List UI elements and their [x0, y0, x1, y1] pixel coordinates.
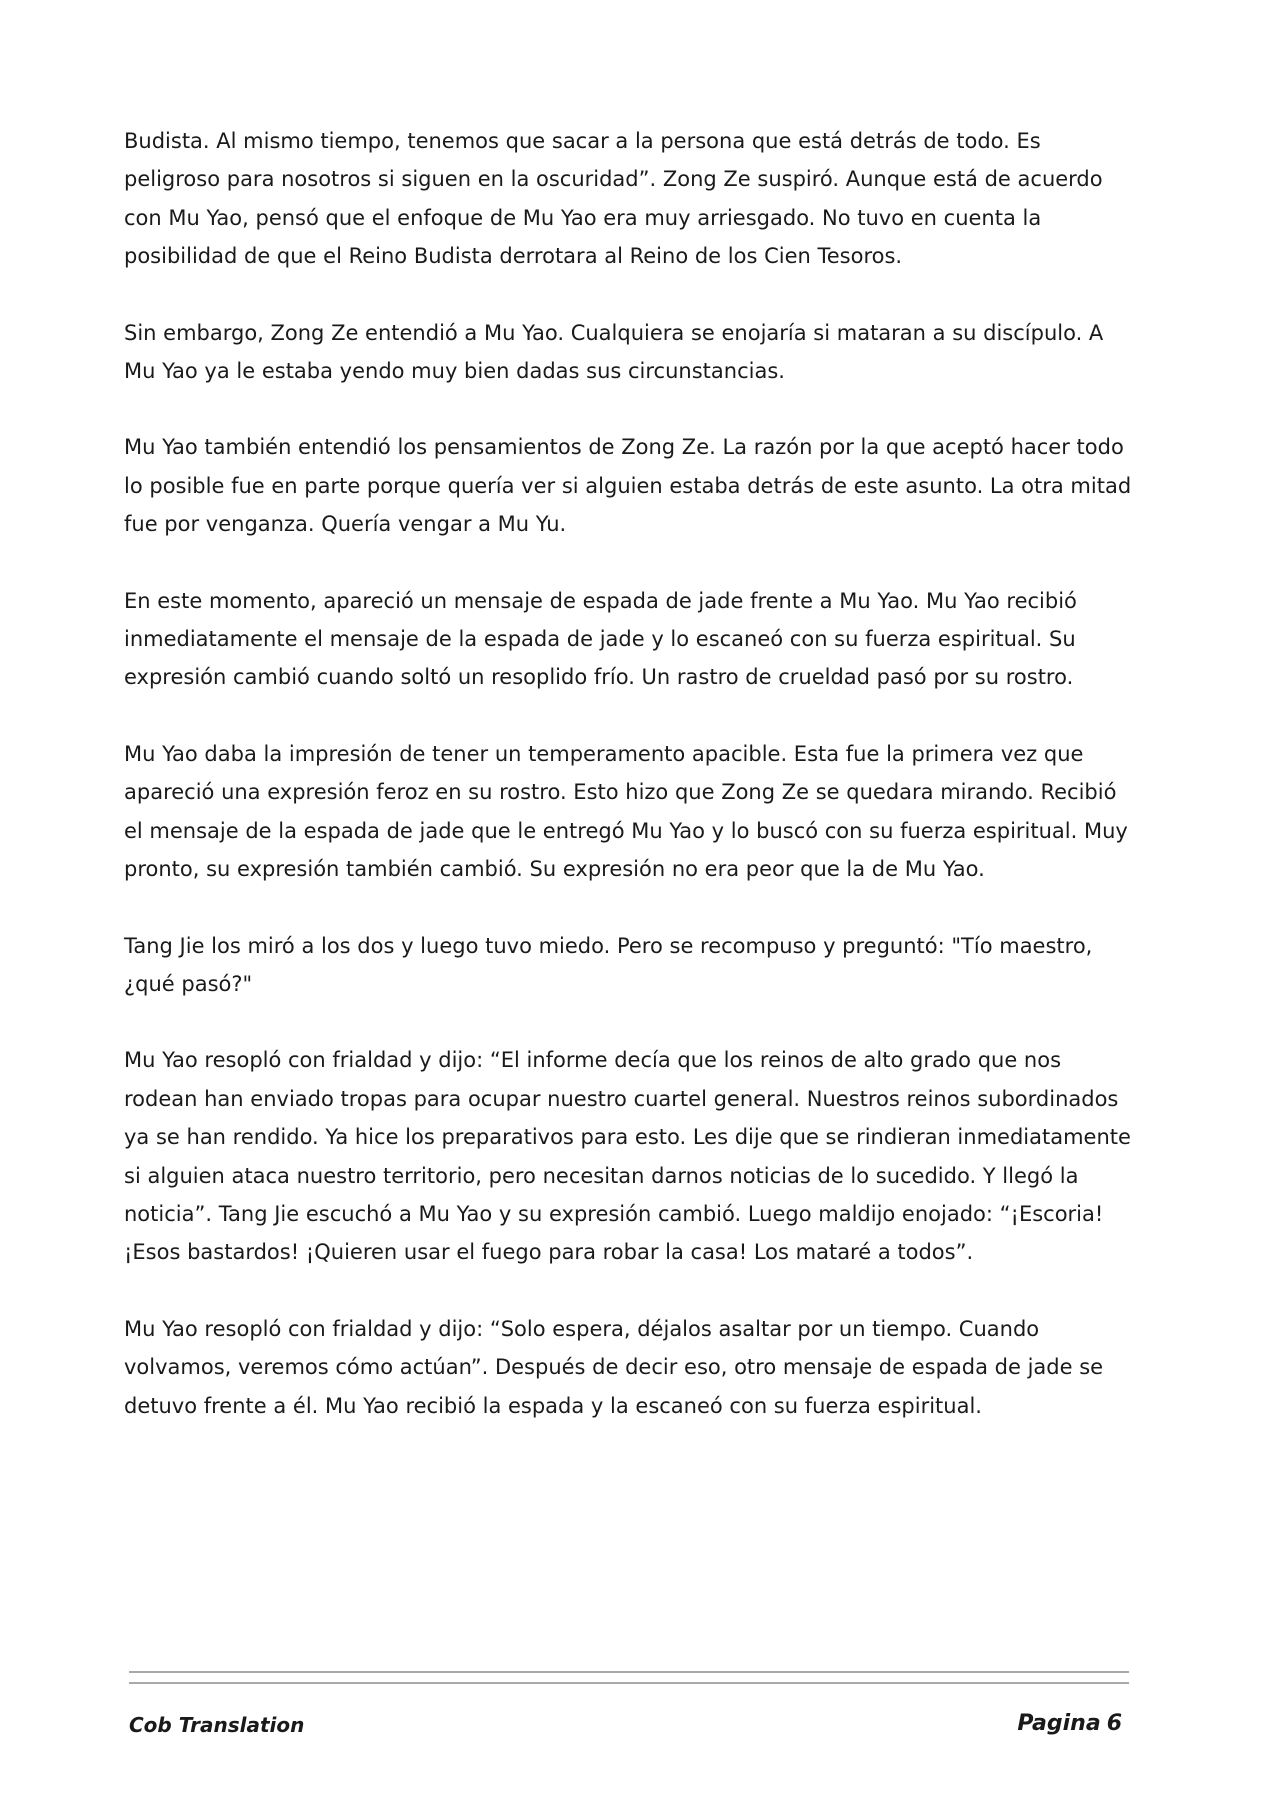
paragraph-8: Mu Yao resopló con frialdad y dijo: “Solo espera, déjalos asaltar por un tiempo. Cuando volvamos, veremos cómo actúan”. Después de decir eso, otro mensaje de espada de jade se detuvo frente a él. Mu Yao recibió la espada y la escaneó con su fuerza espiritual. [124, 1316, 1104, 1418]
paragraph-5: Mu Yao daba la impresión de tener un temperamento apacible. Esta fue la primera vez que apareció una expresión feroz en su rostro. Esto hizo que Zong Ze se quedara mirando. Recibió el mensaje de la espada de jade que le entregó Mu Yao y lo buscó con su fuerza espiritual. Muy pronto, su expresión también cambió. Su expresión no era peor que la de Mu Yao. [124, 741, 1128, 882]
footer-rule-top [129, 1671, 1129, 1673]
paragraph-7: Mu Yao resopló con frialdad y dijo: “El informe decía que los reinos de alto grado que nos rodean han enviado tropas para ocupar nuestro cuartel general. Nuestros reinos subordinados ya se han rendido. Ya hice los preparativos para esto. Les dije que se rindieran inmediatamente si alguien ataca nuestro territorio, pero necesitan darnos noticias de lo sucedido. Y llegó la noticia”. Tang Jie escuchó a Mu Yao y su expresión cambió. Luego maldijo enojado: “¡Escoria! ¡Esos bastardos! ¡Quieren usar el fuego para robar la casa! Los mataré a todos”. [124, 1048, 1131, 1265]
footer-rule-bottom [129, 1682, 1129, 1684]
paragraph-2: Sin embargo, Zong Ze entendió a Mu Yao. Cualquiera se enojaría si mataran a su discípulo. A Mu Yao ya le estaba yendo muy bien dadas sus circunstancias. [124, 320, 1104, 384]
footer-credit: Cob Translation [129, 1713, 305, 1737]
paragraph-1: Budista. Al mismo tiempo, tenemos que sacar a la persona que está detrás de todo. Es peligroso para nosotros si siguen en la oscuridad”. Zong Ze suspiró. Aunque está de acuerdo con Mu Yao, pensó que el enfoque de Mu Yao era muy arriesgado. No tuvo en cuenta la posibilidad de que el Reino Budista derrotara al Reino de los Cien Tesoros. [124, 129, 1103, 269]
page-label: Pagina [1017, 1711, 1101, 1736]
paragraph-3: Mu Yao también entendió los pensamientos de Zong Ze. La razón por la que aceptó hacer todo lo posible fue en parte porque quería ver si alguien estaba detrás de este asunto. La otra mitad fue por venganza. Quería vengar a Mu Yu. [124, 435, 1132, 537]
page-number: 6 [1106, 1711, 1122, 1736]
document-body [124, 122, 1139, 1463]
paragraph-4: En este momento, apareció un mensaje de espada de jade frente a Mu Yao. Mu Yao recibió inmediatamente el mensaje de la espada de jade y lo escaneó con su fuerza espiritual. Su expresión cambió cuando soltó un resoplido frío. Un rastro de crueldad pasó por su rostro. [124, 588, 1077, 690]
page-number-label [1011, 1711, 1122, 1736]
footer-divider [129, 1671, 1129, 1685]
paragraph-6: Tang Jie los miró a los dos y luego tuvo miedo. Pero se recompuso y preguntó: "Tío maestro, ¿qué pasó?" [124, 933, 1093, 996]
